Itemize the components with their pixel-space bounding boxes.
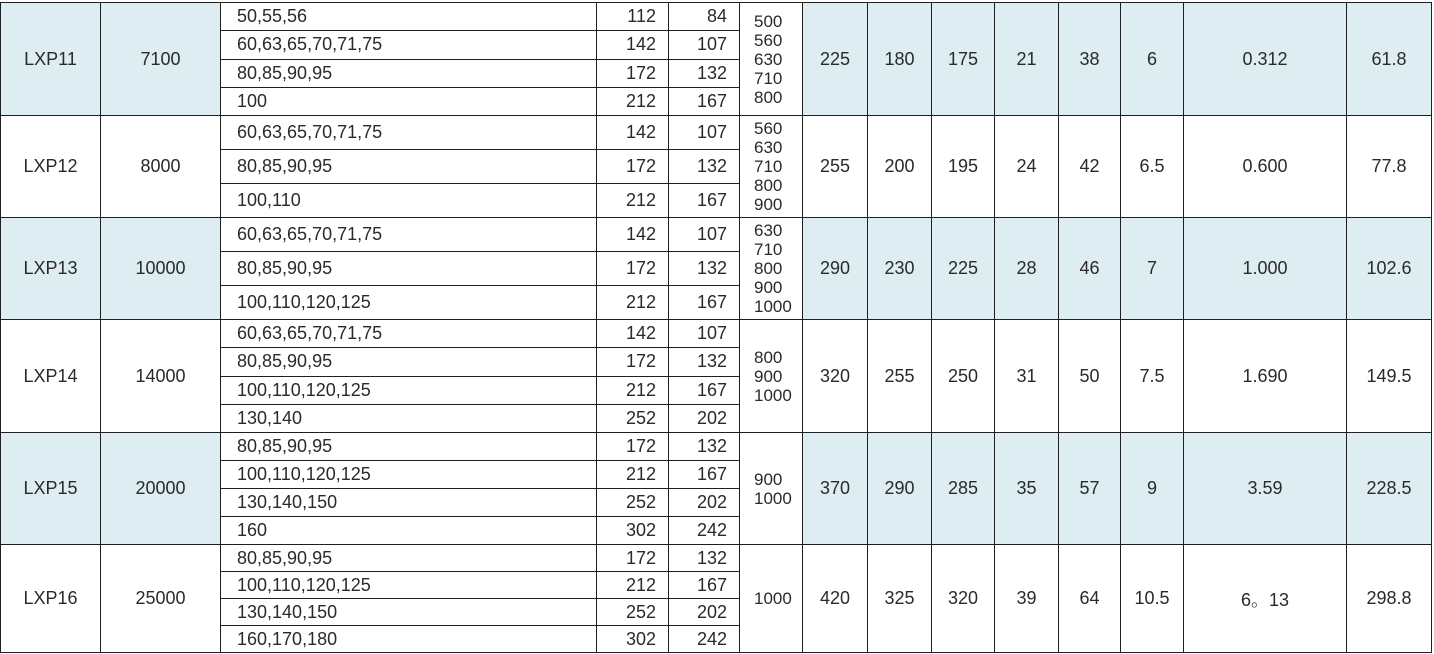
brake-disc-diameter-value: 1000 (754, 488, 792, 508)
dimension-c2-cell: 200 (868, 116, 932, 218)
length-l2-cell: 132 (669, 252, 740, 286)
brake-disc-diameter-value: 800 (754, 259, 783, 278)
length-l2-cell: 132 (669, 545, 740, 572)
torque-cell: 8000 (101, 116, 221, 218)
bore-diameter-cell: 100,110,120,125 (221, 286, 597, 320)
bore-diameter-cell: 130,140,150 (221, 489, 597, 517)
table-row (1, 433, 1432, 461)
length-l1-cell: 172 (597, 252, 669, 286)
brake-disc-diameter-cell (740, 3, 803, 116)
bore-diameter-cell: 80,85,90,95 (221, 545, 597, 572)
length-l2-cell: 132 (669, 59, 740, 87)
brake-disc-diameter-value: 900 (754, 278, 783, 297)
brake-disc-diameter-cell (740, 320, 803, 433)
dimension-c7-cell: 0.600 (1184, 116, 1347, 218)
dimension-c1-cell: 370 (803, 433, 868, 545)
length-l1-cell: 172 (597, 150, 669, 184)
dimension-c7-cell: 1.690 (1184, 320, 1347, 433)
length-l1-cell: 252 (597, 599, 669, 626)
brake-disc-diameter-value: 630 (754, 138, 783, 157)
brake-disc-diameter-cell (740, 545, 803, 653)
bore-diameter-cell: 130,140 (221, 404, 597, 432)
dimension-c5-cell: 42 (1059, 116, 1121, 218)
length-l2-cell: 107 (669, 218, 740, 252)
brake-disc-diameter-value: 560 (754, 119, 783, 138)
model-cell: LXP15 (1, 433, 101, 545)
dimension-c4-cell: 31 (995, 320, 1059, 433)
length-l1-cell: 252 (597, 489, 669, 517)
dimension-c8-cell: 228.5 (1347, 433, 1432, 545)
length-l1-cell: 252 (597, 404, 669, 432)
bore-diameter-cell: 100 (221, 87, 597, 115)
length-l2-cell: 107 (669, 31, 740, 59)
brake-disc-diameter-cell (740, 116, 803, 218)
length-l1-cell: 212 (597, 87, 669, 115)
dimension-c8-cell: 61.8 (1347, 3, 1432, 116)
length-l1-cell: 112 (597, 3, 669, 31)
dimension-c3-cell: 175 (932, 3, 995, 116)
dimension-c3-cell: 250 (932, 320, 995, 433)
table-row (1, 218, 1432, 252)
length-l2-cell: 242 (669, 626, 740, 653)
brake-disc-diameter-value: 710 (754, 240, 783, 259)
length-l1-cell: 302 (597, 517, 669, 545)
length-l2-cell: 167 (669, 461, 740, 489)
dimension-c4-cell: 28 (995, 218, 1059, 320)
brake-disc-diameter-cell (740, 433, 803, 545)
dimension-c4-cell: 21 (995, 3, 1059, 116)
dimension-c1-cell: 255 (803, 116, 868, 218)
length-l1-cell: 172 (597, 348, 669, 376)
bore-diameter-cell: 80,85,90,95 (221, 59, 597, 87)
length-l1-cell: 142 (597, 218, 669, 252)
length-l1-cell: 142 (597, 320, 669, 348)
dimension-c5-cell: 57 (1059, 433, 1121, 545)
dimension-c6-cell: 7.5 (1121, 320, 1184, 433)
model-cell: LXP13 (1, 218, 101, 320)
bore-diameter-cell: 80,85,90,95 (221, 433, 597, 461)
brake-disc-diameter-value: 1000 (754, 385, 792, 405)
table-row (1, 3, 1432, 31)
dimension-c2-cell: 255 (868, 320, 932, 433)
dimension-c3-cell: 320 (932, 545, 995, 653)
brake-disc-diameter-value: 630 (754, 49, 783, 69)
dimension-c6-cell: 10.5 (1121, 545, 1184, 653)
dimension-c2-cell: 230 (868, 218, 932, 320)
brake-disc-diameter-value: 1000 (754, 297, 792, 316)
bore-diameter-cell: 160,170,180 (221, 626, 597, 653)
length-l2-cell: 167 (669, 184, 740, 218)
length-l2-cell: 132 (669, 433, 740, 461)
length-l1-cell: 212 (597, 376, 669, 404)
brake-disc-diameter-value: 800 (754, 176, 783, 195)
brake-disc-diameter-value: 630 (754, 221, 783, 240)
dimension-c8-cell: 77.8 (1347, 116, 1432, 218)
bore-diameter-cell: 100,110 (221, 184, 597, 218)
dimension-c2-cell: 290 (868, 433, 932, 545)
dimension-c5-cell: 46 (1059, 218, 1121, 320)
brake-disc-diameter-cell (740, 218, 803, 320)
length-l2-cell: 132 (669, 348, 740, 376)
torque-cell: 10000 (101, 218, 221, 320)
dimension-c8-cell: 298.8 (1347, 545, 1432, 653)
length-l1-cell: 212 (597, 461, 669, 489)
coupling-spec-table (0, 2, 1432, 653)
length-l1-cell: 142 (597, 116, 669, 150)
length-l1-cell: 172 (597, 545, 669, 572)
length-l2-cell: 167 (669, 572, 740, 599)
length-l1-cell: 212 (597, 572, 669, 599)
table-row (1, 116, 1432, 150)
length-l2-cell: 202 (669, 599, 740, 626)
dimension-c8-cell: 102.6 (1347, 218, 1432, 320)
dimension-c6-cell: 7 (1121, 218, 1184, 320)
dimension-c1-cell: 225 (803, 3, 868, 116)
dimension-c5-cell: 38 (1059, 3, 1121, 116)
brake-disc-diameter-value: 560 (754, 30, 783, 50)
dimension-c5-cell: 50 (1059, 320, 1121, 433)
length-l1-cell: 172 (597, 59, 669, 87)
dimension-c6-cell: 6 (1121, 3, 1184, 116)
bore-diameter-cell: 60,63,65,70,71,75 (221, 320, 597, 348)
length-l2-cell: 132 (669, 150, 740, 184)
bore-diameter-cell: 130,140,150 (221, 599, 597, 626)
dimension-c4-cell: 24 (995, 116, 1059, 218)
bore-diameter-cell: 50,55,56 (221, 3, 597, 31)
brake-disc-diameter-value: 500 (754, 11, 783, 31)
table-row (1, 545, 1432, 572)
bore-diameter-cell: 80,85,90,95 (221, 150, 597, 184)
bore-diameter-cell: 100,110,120,125 (221, 572, 597, 599)
bore-diameter-cell: 60,63,65,70,71,75 (221, 116, 597, 150)
brake-disc-diameter-value: 1000 (754, 589, 792, 608)
brake-disc-diameter-value: 710 (754, 68, 783, 88)
model-cell: LXP11 (1, 3, 101, 116)
dimension-c3-cell: 225 (932, 218, 995, 320)
torque-cell: 25000 (101, 545, 221, 653)
brake-disc-diameter-value: 900 (754, 366, 783, 386)
length-l2-cell: 202 (669, 489, 740, 517)
length-l2-cell: 84 (669, 3, 740, 31)
dimension-c7-cell: 3.59 (1184, 433, 1347, 545)
brake-disc-diameter-value: 800 (754, 347, 783, 367)
dimension-c6-cell: 9 (1121, 433, 1184, 545)
model-cell: LXP16 (1, 545, 101, 653)
dimension-c4-cell: 39 (995, 545, 1059, 653)
dimension-c4-cell: 35 (995, 433, 1059, 545)
dimension-c1-cell: 420 (803, 545, 868, 653)
length-l1-cell: 212 (597, 184, 669, 218)
brake-disc-diameter-value: 900 (754, 195, 783, 214)
torque-cell: 20000 (101, 433, 221, 545)
length-l1-cell: 302 (597, 626, 669, 653)
dimension-c3-cell: 285 (932, 433, 995, 545)
torque-cell: 14000 (101, 320, 221, 433)
bore-diameter-cell: 80,85,90,95 (221, 348, 597, 376)
bore-diameter-cell: 100,110,120,125 (221, 376, 597, 404)
dimension-c8-cell: 149.5 (1347, 320, 1432, 433)
dimension-c1-cell: 320 (803, 320, 868, 433)
brake-disc-diameter-value: 710 (754, 157, 783, 176)
length-l2-cell: 167 (669, 87, 740, 115)
table-row (1, 320, 1432, 348)
length-l1-cell: 172 (597, 433, 669, 461)
dimension-c1-cell: 290 (803, 218, 868, 320)
dimension-c2-cell: 325 (868, 545, 932, 653)
model-cell: LXP14 (1, 320, 101, 433)
dimension-c7-cell: 1.000 (1184, 218, 1347, 320)
length-l2-cell: 202 (669, 404, 740, 432)
brake-disc-diameter-value: 800 (754, 87, 783, 107)
dimension-c6-cell: 6.5 (1121, 116, 1184, 218)
length-l2-cell: 167 (669, 286, 740, 320)
length-l1-cell: 212 (597, 286, 669, 320)
dimension-c7-cell: 6。13 (1184, 545, 1347, 653)
length-l1-cell: 142 (597, 31, 669, 59)
bore-diameter-cell: 100,110,120,125 (221, 461, 597, 489)
length-l2-cell: 167 (669, 376, 740, 404)
torque-cell: 7100 (101, 3, 221, 116)
bore-diameter-cell: 60,63,65,70,71,75 (221, 31, 597, 59)
bore-diameter-cell: 160 (221, 517, 597, 545)
model-cell: LXP12 (1, 116, 101, 218)
dimension-c5-cell: 64 (1059, 545, 1121, 653)
dimension-c7-cell: 0.312 (1184, 3, 1347, 116)
length-l2-cell: 107 (669, 320, 740, 348)
dimension-c2-cell: 180 (868, 3, 932, 116)
length-l2-cell: 242 (669, 517, 740, 545)
bore-diameter-cell: 60,63,65,70,71,75 (221, 218, 597, 252)
bore-diameter-cell: 80,85,90,95 (221, 252, 597, 286)
brake-disc-diameter-value: 900 (754, 469, 783, 489)
length-l2-cell: 107 (669, 116, 740, 150)
dimension-c3-cell: 195 (932, 116, 995, 218)
